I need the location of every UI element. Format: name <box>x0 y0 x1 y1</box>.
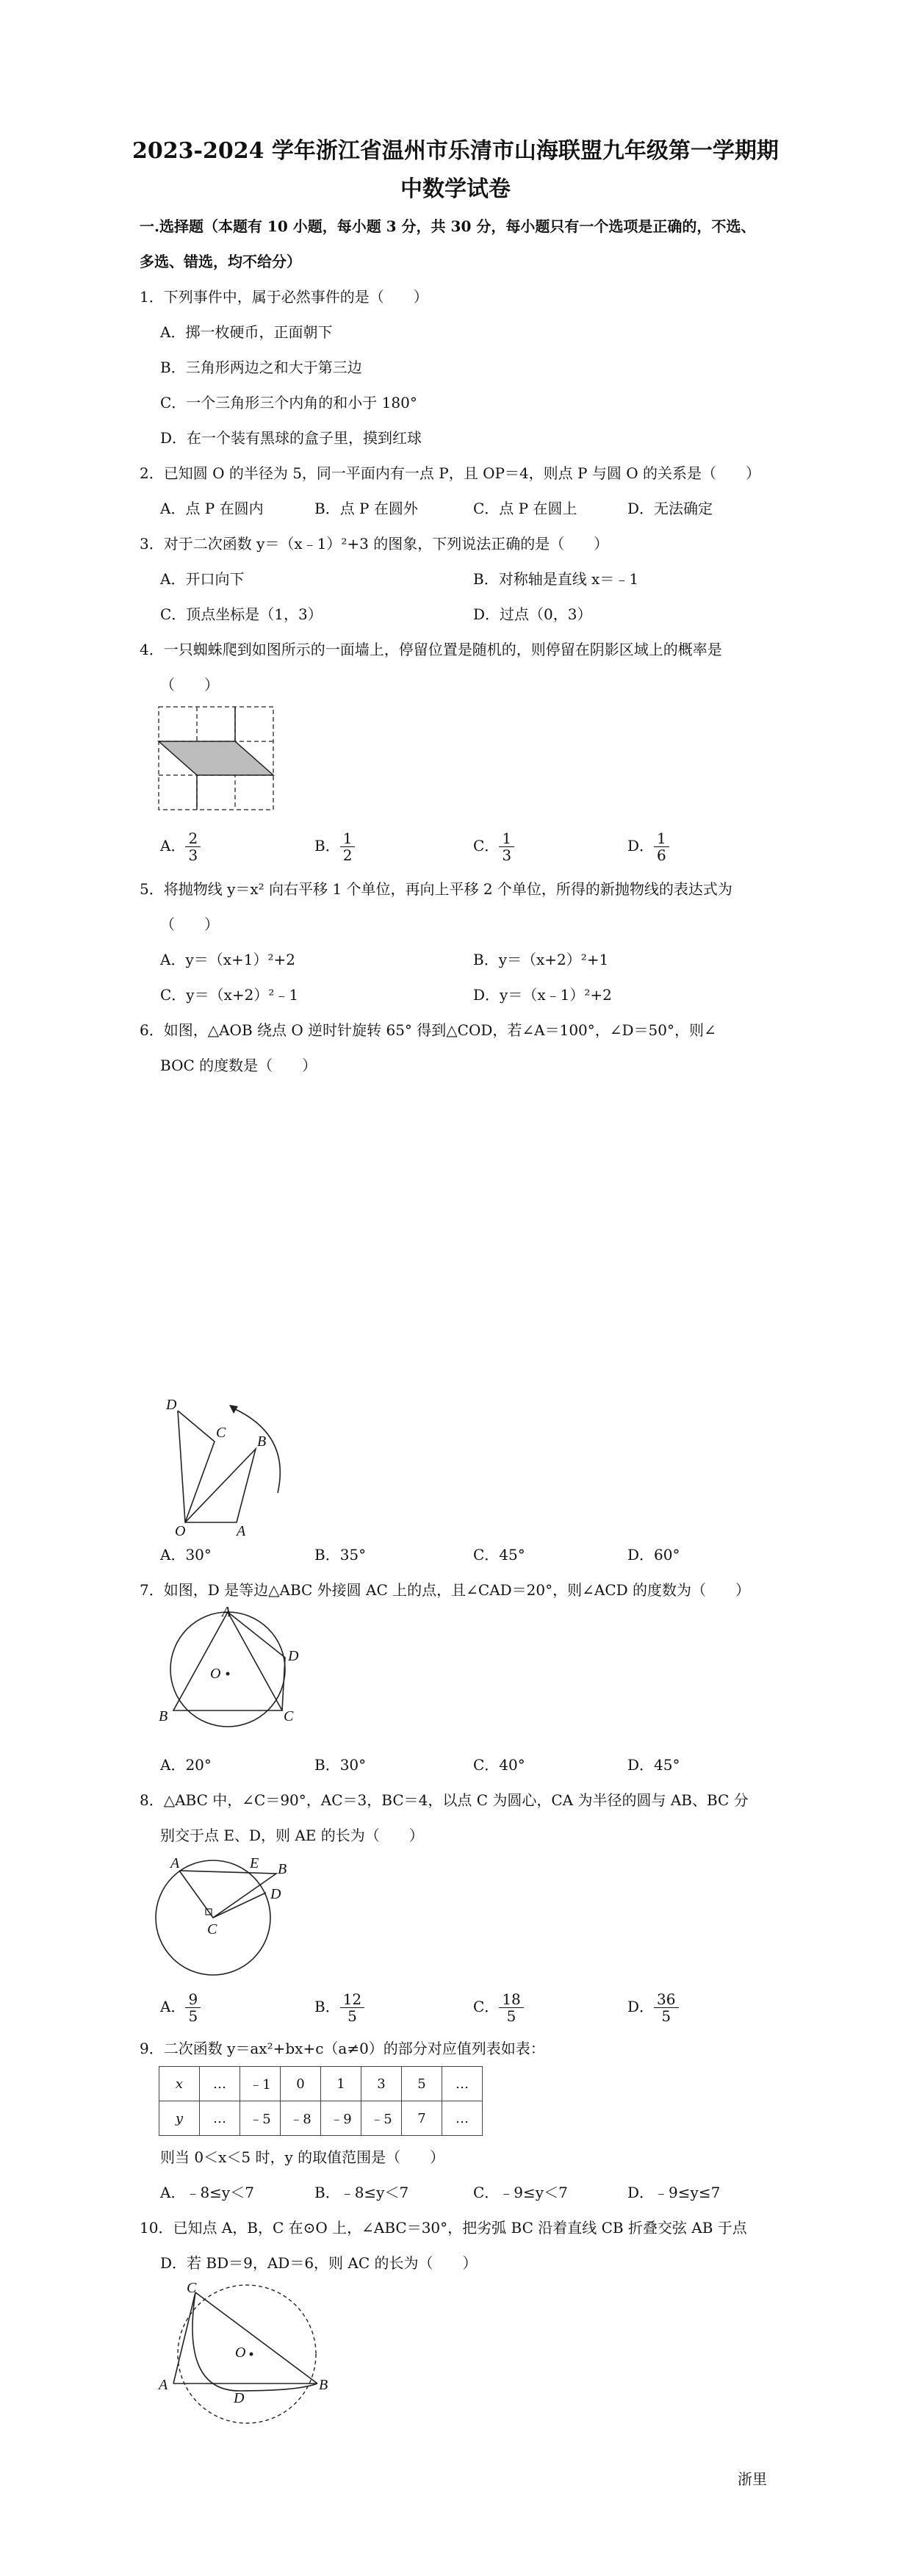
q8-figure <box>154 1852 316 1984</box>
table-row <box>159 2101 483 2136</box>
q1-option-a: A．掷一枚硬币，正面朝下 <box>160 323 333 341</box>
q5-stem-line2: （ ） <box>160 915 219 933</box>
q8-option-b: B． $\frac{12}{5}$ <box>314 1991 364 2024</box>
q9-after: 则当 0＜x＜5 时，y 的取值范围是（ ） <box>160 2148 445 2166</box>
q8-label-e: E <box>250 1855 259 1871</box>
q6-stem-line1: 6．如图，△AOB 绕点 O 逆时针旋转 65° 得到△COD，若∠A＝100°，∠D＝50°，则∠ <box>140 1021 716 1039</box>
q7-option-c: C．40° <box>473 1756 525 1774</box>
q3-option-c: C．顶点坐标是（1，3） <box>160 605 323 623</box>
q6-option-b: B．35° <box>314 1546 367 1564</box>
q4-option-a: A． $\frac{2}{3}$ <box>160 830 201 863</box>
table-cell: ﹣5 <box>361 2101 402 2136</box>
q10-label-d: D <box>234 2390 245 2406</box>
q8-option-d: D． $\frac{36}{5}$ <box>627 1991 679 2024</box>
table-cell: y <box>159 2101 200 2136</box>
q4-shaded-region <box>159 707 273 810</box>
table-cell: ﹣1 <box>240 2067 281 2101</box>
q8-label-c: C <box>207 1921 217 1938</box>
table-cell: … <box>200 2101 240 2136</box>
q6-figure <box>147 1390 316 1537</box>
q1-stem: 1．下列事件中，属于必然事件的是（ ） <box>140 288 428 306</box>
q6-stem-line2: BOC 的度数是（ ） <box>160 1057 317 1074</box>
q8-stem-line2: 别交于点 E、D，则 AE 的长为（ ） <box>160 1827 424 1844</box>
q8-label-a: A <box>170 1855 180 1871</box>
q6-label-o: O <box>175 1523 186 1537</box>
q9-option-c: C．﹣9≤y＜7 <box>473 2184 568 2201</box>
q1-option-b: B．三角形两边之和大于第三边 <box>160 359 362 376</box>
table-cell: x <box>159 2067 200 2101</box>
q9-stem: 9．二次函数 y＝ax²+bx+c（a≠0）的部分对应值列表如表： <box>140 2040 545 2057</box>
q10-label-c: C <box>187 2281 197 2296</box>
q7-label-c: C <box>284 1708 294 1724</box>
q8-option-a: A． $\frac{9}{5}$ <box>160 1991 201 2024</box>
q7-option-d: D．45° <box>627 1756 680 1774</box>
q7-stem: 7．如图，D 是等边△ABC 外接圆 AC 上的点，且∠CAD＝20°，则∠ACD 的度数为（ ） <box>140 1581 751 1599</box>
q3-option-a: A．开口向下 <box>160 570 245 588</box>
q7-figure <box>151 1606 313 1731</box>
q2-option-d: D．无法确定 <box>627 500 713 517</box>
table-cell: … <box>200 2067 240 2101</box>
q7-option-b: B．30° <box>314 1756 367 1774</box>
q4-stem-line1: 4．一只蜘蛛爬到如图所示的一面墙上，停留位置是随机的，则停留在阴影区域上的概率是 <box>140 641 722 658</box>
section-heading-line1: 一.选择题（本题有 10 小题，每小题 3 分，共 30 分，每小题只有一个选项是正确的，不选、 <box>140 217 756 235</box>
q7-option-a: A．20° <box>160 1756 212 1774</box>
q2-option-a: A．点 P 在圆内 <box>160 500 264 517</box>
table-cell: 5 <box>402 2067 442 2101</box>
q4-option-c: C． $\frac{1}{3}$ <box>473 830 514 863</box>
q3-option-b: B．对称轴是直线 x＝﹣1 <box>473 570 639 588</box>
q7-label-d: D <box>288 1648 299 1664</box>
q5-option-c: C．y＝（x+2）²﹣1 <box>160 986 299 1004</box>
q6-label-a: A <box>237 1523 246 1537</box>
q10-stem-line2: D．若 BD＝9，AD＝6，则 AC 的长为（ ） <box>160 2254 478 2272</box>
q9-option-d: D．﹣9≤y≤7 <box>627 2184 721 2201</box>
page-title-line1: 2023-2024 学年浙江省温州市乐清市山海联盟九年级第一学期期 <box>132 138 779 164</box>
table-cell: … <box>442 2067 483 2101</box>
q9-option-b: B．﹣8≤y＜7 <box>314 2184 409 2201</box>
table-cell: ﹣8 <box>281 2101 321 2136</box>
table-cell: 7 <box>402 2101 442 2136</box>
footer-text: 浙里 <box>738 2470 767 2488</box>
q6-label-c: C <box>216 1425 226 1441</box>
q6-option-a: A．30° <box>160 1546 212 1564</box>
q2-stem: 2．已知圆 O 的半径为 5，同一平面内有一点 P，且 OP＝4，则点 P 与圆 O 的关系是（ ） <box>140 464 760 482</box>
q2-option-b: B．点 P 在圆外 <box>314 500 418 517</box>
table-cell: … <box>442 2101 483 2136</box>
q2-option-c: C．点 P 在圆上 <box>473 500 577 517</box>
q4-option-d: D． $\frac{1}{6}$ <box>627 830 669 863</box>
q6-option-d: D．60° <box>627 1546 680 1564</box>
table-row <box>159 2067 483 2101</box>
q5-stem-line1: 5．将抛物线 y＝x² 向右平移 1 个单位，再向上平移 2 个单位，所得的新抛物线的表达式为 <box>140 880 732 898</box>
table-cell: ﹣9 <box>321 2101 361 2136</box>
q5-option-d: D．y＝（x﹣1）²+2 <box>473 986 612 1004</box>
page-title-line2: 中数学试卷 <box>400 176 511 202</box>
q10-stem-line1: 10．已知点 A，B，C 在⊙O 上，∠ABC＝30°，把劣弧 BC 沿着直线 CB 折叠交弦 AB 于点 <box>140 2219 747 2237</box>
table-cell: 0 <box>281 2067 321 2101</box>
q10-label-o: O <box>235 2345 246 2361</box>
q4-option-b: B． $\frac{1}{2}$ <box>314 830 355 863</box>
q1-option-c: C．一个三角形三个内角的和小于 180° <box>160 394 417 411</box>
q8-stem-line1: 8．△ABC 中，∠C＝90°，AC＝3，BC＝4，以点 C 为圆心，CA 为半径的圆与 AB、BC 分 <box>140 1791 749 1809</box>
q3-option-d: D．过点（0，3） <box>473 605 592 623</box>
q1-option-d: D．在一个装有黑球的盒子里，摸到红球 <box>160 429 422 447</box>
q6-label-b: B <box>257 1433 267 1450</box>
section-heading-line2: 多选、错选，均不给分） <box>140 253 301 270</box>
q7-label-b: B <box>159 1708 168 1724</box>
q10-label-b: B <box>319 2377 328 2393</box>
table-cell: 1 <box>321 2067 361 2101</box>
q8-option-c: C． $\frac{18}{5}$ <box>473 1991 524 2024</box>
q4-stem-line2: （ ） <box>160 676 219 694</box>
q5-option-b: B．y＝（x+2）²+1 <box>473 951 609 968</box>
q7-label-o: O <box>210 1666 221 1682</box>
table-cell: 3 <box>361 2067 402 2101</box>
q4-figure-grid <box>156 704 276 813</box>
q8-label-d: D <box>270 1886 281 1902</box>
q9-option-a: A．﹣8≤y＜7 <box>160 2184 254 2201</box>
q8-label-b: B <box>278 1861 287 1877</box>
q6-label-d: D <box>166 1397 177 1413</box>
q7-label-a: A <box>222 1606 231 1620</box>
table-cell: ﹣5 <box>240 2101 281 2136</box>
q3-stem: 3．对于二次函数 y＝（x﹣1）²+3 的图象，下列说法正确的是（ ） <box>140 535 609 553</box>
q6-option-c: C．45° <box>473 1546 525 1564</box>
q5-option-a: A．y＝（x+1）²+2 <box>160 951 296 968</box>
q9-value-table <box>159 2066 483 2136</box>
q10-figure <box>151 2281 335 2428</box>
q10-label-a: A <box>159 2377 168 2393</box>
